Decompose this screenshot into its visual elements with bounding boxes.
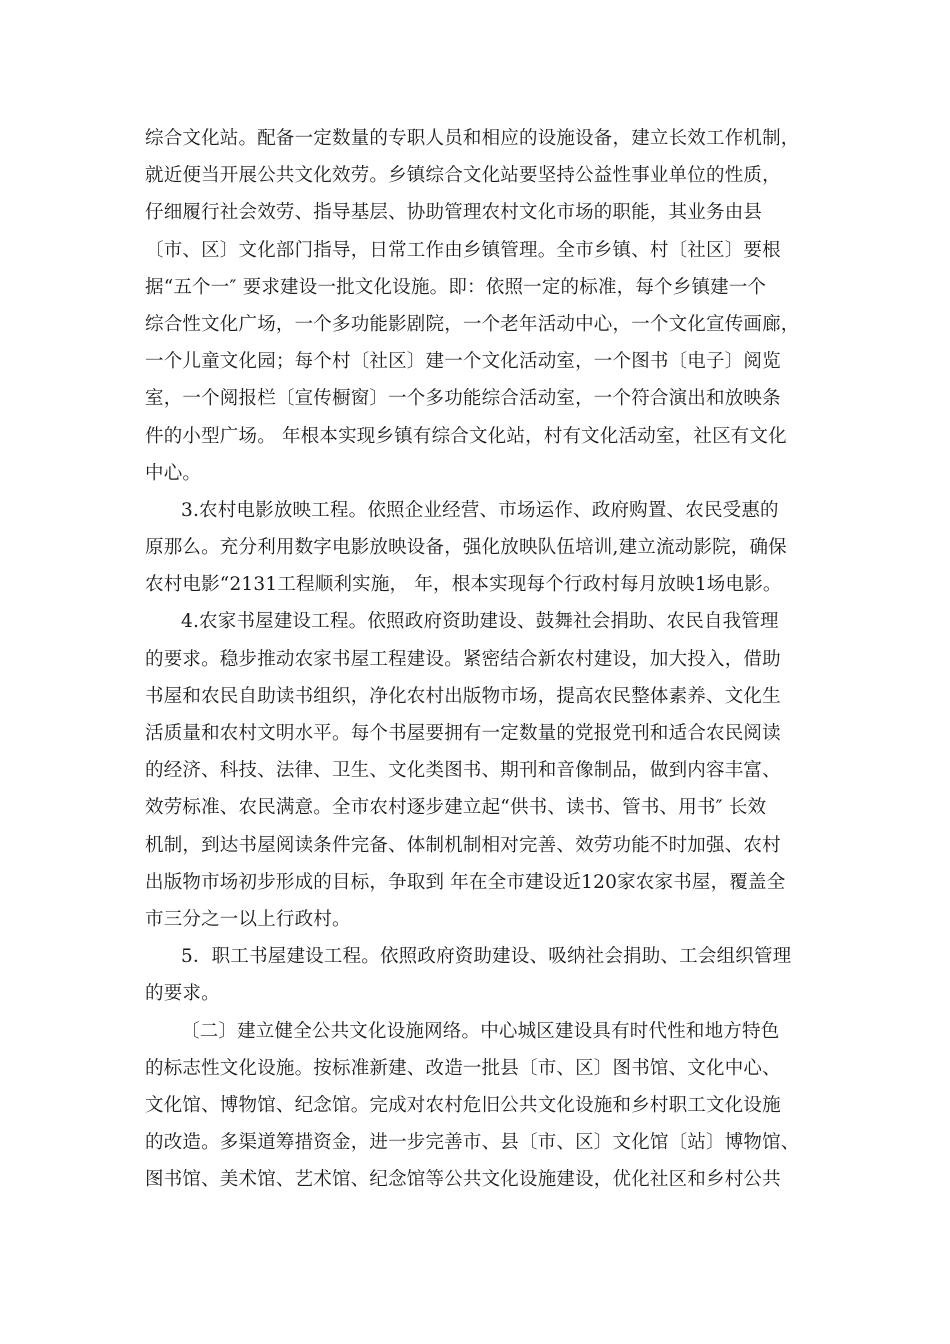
paragraph-first-line: 5．职工书屋建设工程。依照政府资助建设、吸纳社会捐助、工会组织管理: [181, 946, 792, 968]
paragraph-first-line: 3.农村电影放映工程。依照企业经营、市场运作、政府购置、农民受惠的: [181, 499, 779, 521]
text-line: 件的小型广场。 年根本实现乡镇有综合文化站，村有文化活动室，社区有文化: [145, 425, 787, 447]
text-line: 原那么。充分利用数字电影放映设备，强化放映队伍培训,建立流动影院，确保: [145, 537, 787, 559]
text-line: 一个儿童文化园；每个村〔社区〕建一个文化活动室，一个图书〔电子〕阅览: [145, 351, 781, 373]
text-line: 农村电影“2131工程顺利实施， 年，根本实现每个行政村每月放映1场电影。: [145, 574, 782, 596]
text-line: 的改造。多渠道筹措资金，进一步完善市、县〔市、区〕文化馆〔站〕博物馆、: [145, 1132, 800, 1154]
text-line: 的要求。: [145, 983, 220, 1005]
text-line: 的经济、科技、法律、卫生、文化类图书、期刊和音像制品，做到内容丰富、: [145, 760, 781, 782]
text-line: 仔细履行社会效劳、指导基层、协助管理农村文化市场的职能，其业务由县: [145, 202, 763, 224]
text-line: 综合性文化广场，一个多功能影剧院，一个老年活动中心，一个文化宣传画廊，: [145, 313, 800, 335]
text-line: 文化馆、博物馆、纪念馆。完成对农村危旧公共文化设施和乡村职工文化设施: [145, 1094, 781, 1116]
text-line: 室，一个阅报栏〔宣传橱窗〕一个多功能综合活动室，一个符合演出和放映条: [145, 388, 781, 410]
text-line: 活质量和农村文明水平。每个书屋要拥有一定数量的党报党刊和适合农民阅读: [145, 723, 781, 744]
text-line: 的标志性文化设施。按标准新建、改造一批县〔市、区〕图书馆、文化中心、: [145, 1057, 781, 1079]
text-line: 市三分之一以上行政村。: [145, 908, 351, 930]
text-line: 书屋和农民自助读书组织，净化农村出版物市场，提高农民整体素养、文化生: [145, 685, 781, 707]
paragraph-first-line: 〔二〕建立健全公共文化设施网络。中心城区建设具有时代性和地方特色: [181, 1020, 780, 1042]
text-line: 图书馆、美术馆、艺术馆、纪念馆等公共文化设施建设，优化社区和乡村公共: [145, 1169, 781, 1191]
paragraph-first-line: 4.农家书屋建设工程。依照政府资助建设、鼓舞社会捐助、农民自我管理: [181, 611, 779, 633]
body-text: [145, 120, 805, 1198]
text-line: 中心。: [145, 462, 202, 484]
text-line: 〔市、区〕文化部门指导，日常工作由乡镇管理。全市乡镇、村〔社区〕要根: [145, 239, 781, 261]
text-line: 的要求。稳步推动农家书屋工程建设。紧密结合新农村建设，加大投入，借助: [145, 648, 781, 670]
text-line: 综合文化站。配备一定数量的专职人员和相应的设施设备，建立长效工作机制，: [145, 128, 800, 149]
text-line: 就近便当开展公共文化效劳。乡镇综合文化站要坚持公益性事业单位的性质，: [145, 165, 781, 187]
text-line: 出版物市场初步形成的目标，争取到 年在全市建设近120家农家书屋，覆盖全: [145, 871, 786, 893]
text-line: 据“五个一″ 要求建设一批文化设施。即：依照一定的标准，每个乡镇建一个: [145, 276, 767, 298]
text-line: 机制，到达书屋阅读条件完备、体制机制相对完善、效劳功能不时加强、农村: [145, 834, 781, 856]
text-line: 效劳标准、农民满意。全市农村逐步建立起“供书、读书、管书、用书″ 长效: [145, 797, 767, 819]
